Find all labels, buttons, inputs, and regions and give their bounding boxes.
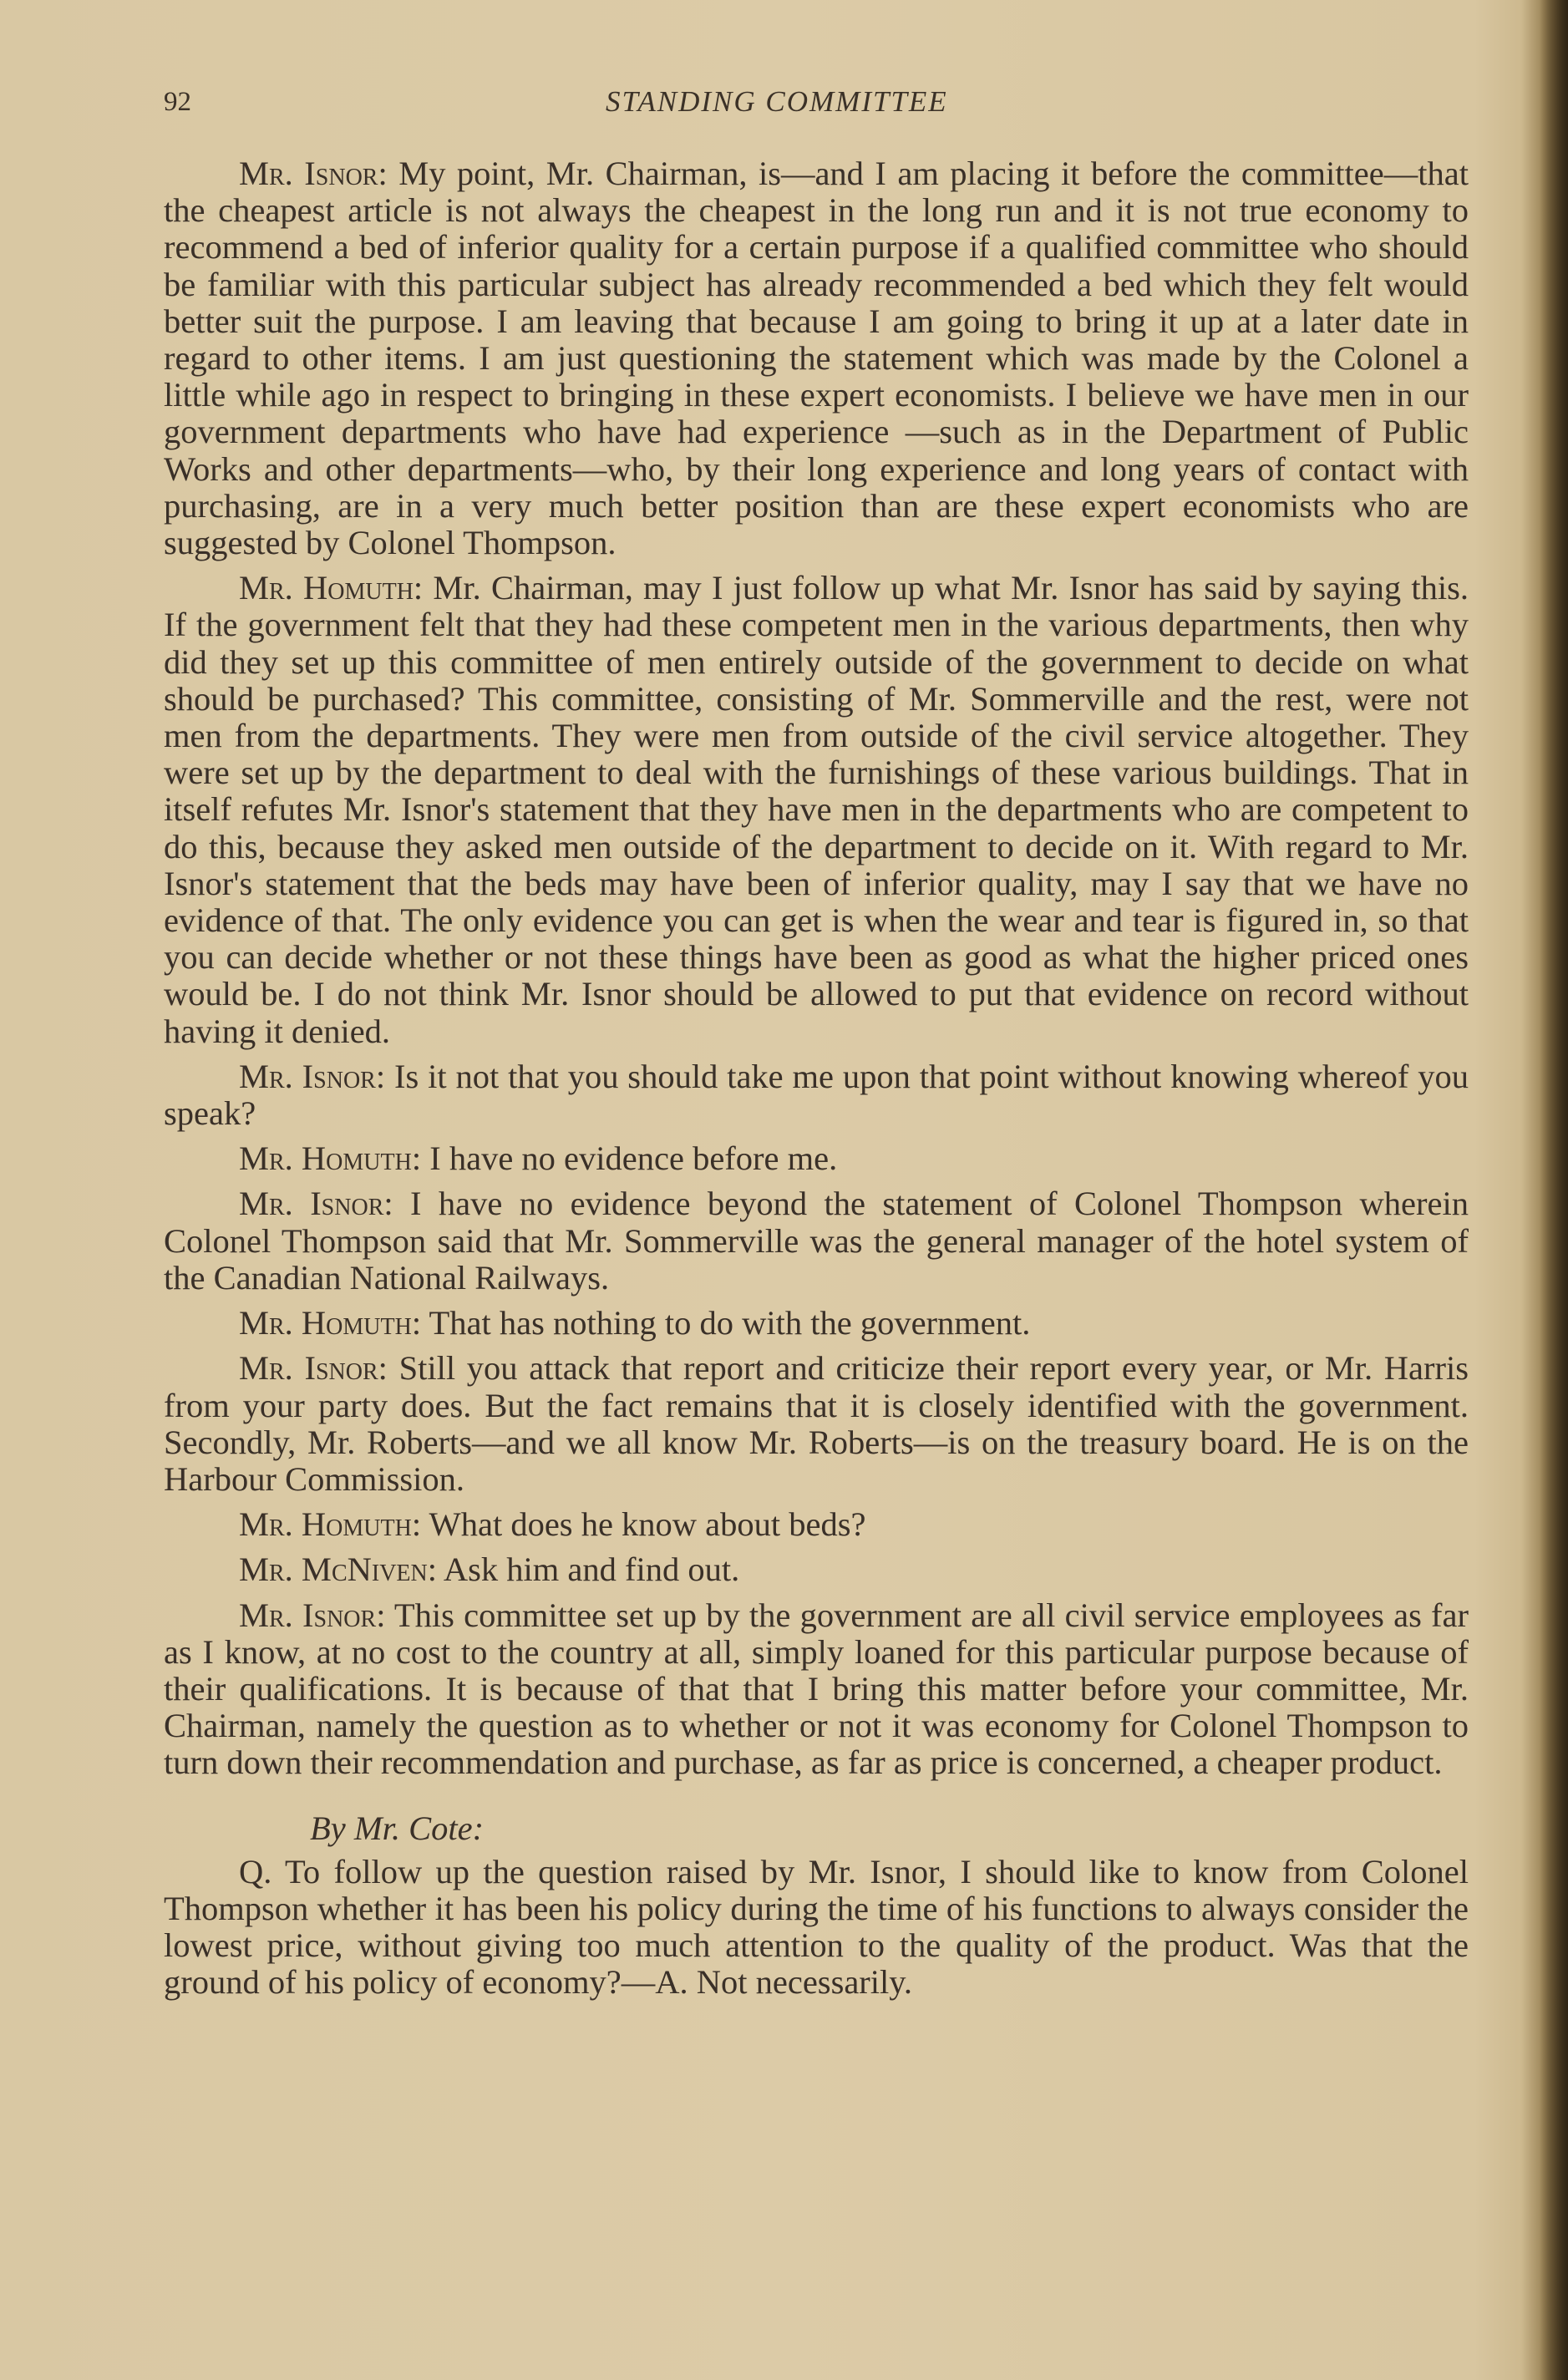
- paragraph: [164, 1597, 1469, 1782]
- body-text: [164, 155, 1469, 2010]
- speaker-name: Mr. Isnor:: [239, 1349, 388, 1388]
- speaker-name: Mr. Isnor:: [239, 155, 388, 192]
- paragraph: [164, 1506, 1469, 1543]
- speaker-name: Mr. Homuth:: [239, 1505, 422, 1544]
- page-binding-edge: [1540, 0, 1568, 2380]
- paragraph-text: I have no evidence before me.: [421, 1139, 838, 1178]
- speaker-name: Mr. McNiven:: [239, 1550, 437, 1589]
- paragraph-text: Is it not that you should take me upon that point without knowing whereof you speak?: [164, 1057, 1469, 1133]
- paragraph: [164, 570, 1469, 1050]
- speaker-name: Mr. Isnor:: [239, 1596, 386, 1634]
- paragraph: [164, 1305, 1469, 1342]
- question-answer-paragraph: Q. To follow up the question raised by Mr. Isnor, I should like to know from Colonel Thompson whether it has been his policy during the time of his functions to always consider the lowest price, without giving too much attention to the quality of the product. Was that the ground of his policy of economy?—A. Not necessarily.: [164, 1852, 1469, 2002]
- paragraph-text: What does he know about beds?: [421, 1505, 866, 1544]
- running-head: STANDING COMMITTEE: [606, 85, 948, 118]
- paragraph-text: Mr. Chairman, may I just follow up what Mr. Isnor has said by saying this. If the government felt that they had these competent men in the various departments, then why did they set up this committee of men entirely outside of the government to decide on what should be purchased? This committee, consisting of Mr. Sommerville and the rest, were not men from the departments. They were men from outside of the civil service altogether. They were set up by the department to deal with the furnishings of these various buildings. That in itself refutes Mr. Isnor's statement that they have men in the departments who are competent to do this, because they asked men outside of the department to decide on it. With regard to Mr. Isnor's statement that the beds may have been of inferior quality, may I say that we have no evidence of that. The only evidence you can get is when the wear and tear is figured in, so that you can decide whether or not these things have been as good as what the higher priced ones would be. I do not think Mr. Isnor should be allowed to put that evidence on record without having it denied.: [164, 569, 1469, 1050]
- page-number: 92: [164, 87, 191, 117]
- speaker-name: Mr. Isnor:: [239, 1185, 393, 1223]
- speaker-name: Mr. Homuth:: [239, 1304, 422, 1342]
- paragraph-text: I have no evidence beyond the statement of Colonel Thompson wherein Colonel Thompson said that Mr. Sommerville was the general manager of the hotel system of the Canadian National Railways.: [164, 1185, 1469, 1297]
- paragraph: [164, 1551, 1469, 1588]
- paragraph-text: That has nothing to do with the government.: [421, 1304, 1031, 1342]
- paragraph-text: My point, Mr. Chairman, is—and I am placing it before the committee—that the cheapest article is not always the cheapest in the long run and it is not true economy to recommend a bed of inferior quality for a certain purpose if a qualified committee who should be familiar with this particular subject has already recommended a bed which they felt would better suit the purpose. I am leaving that because I am going to bring it up at a later date in regard to other items. I am just questioning the statement which was made by the Colonel a little while ago in respect to bringing in these expert economists. I believe we have men in our government departments who have had experience —such as in the Department of Public Works and other departments—who, by their long experience and long years of contact with purchasing, are in a very much better position than are these expert economists who are suggested by Colonel Thompson.: [164, 155, 1469, 562]
- speaker-name: Mr. Homuth:: [239, 569, 424, 607]
- paragraph: [164, 1350, 1469, 1498]
- paragraph-text: Still you attack that report and criticize their report every year, or Mr. Harris from your party does. But the fact remains that it is closely identified with the government. Secondly, Mr. Roberts—and we all know Mr. Roberts—is on the treasury board. He is on the Harbour Commission.: [164, 1349, 1469, 1498]
- speaker-name: Mr. Homuth:: [239, 1139, 422, 1178]
- paragraph: [164, 155, 1469, 561]
- paragraph-text: This committee set up by the government are all civil service employees as far as I know, at no cost to the country at all, simply loaned for this particular purpose because of their qualifications. It is because of that that I bring this matter before your committee, Mr. Chairman, namely the question as to whether or not it was economy for Colonel Thompson to turn down their recommendation and purchase, as far as price is concerned, a cheaper product.: [164, 1596, 1469, 1782]
- paragraph: [164, 1140, 1469, 1177]
- paragraph: [164, 1058, 1469, 1132]
- examiner-heading: By Mr. Cote:: [310, 1809, 485, 1847]
- speaker-name: Mr. Isnor:: [239, 1057, 386, 1095]
- paragraph: [164, 1185, 1469, 1297]
- paragraph-text: Ask him and find out.: [437, 1550, 740, 1589]
